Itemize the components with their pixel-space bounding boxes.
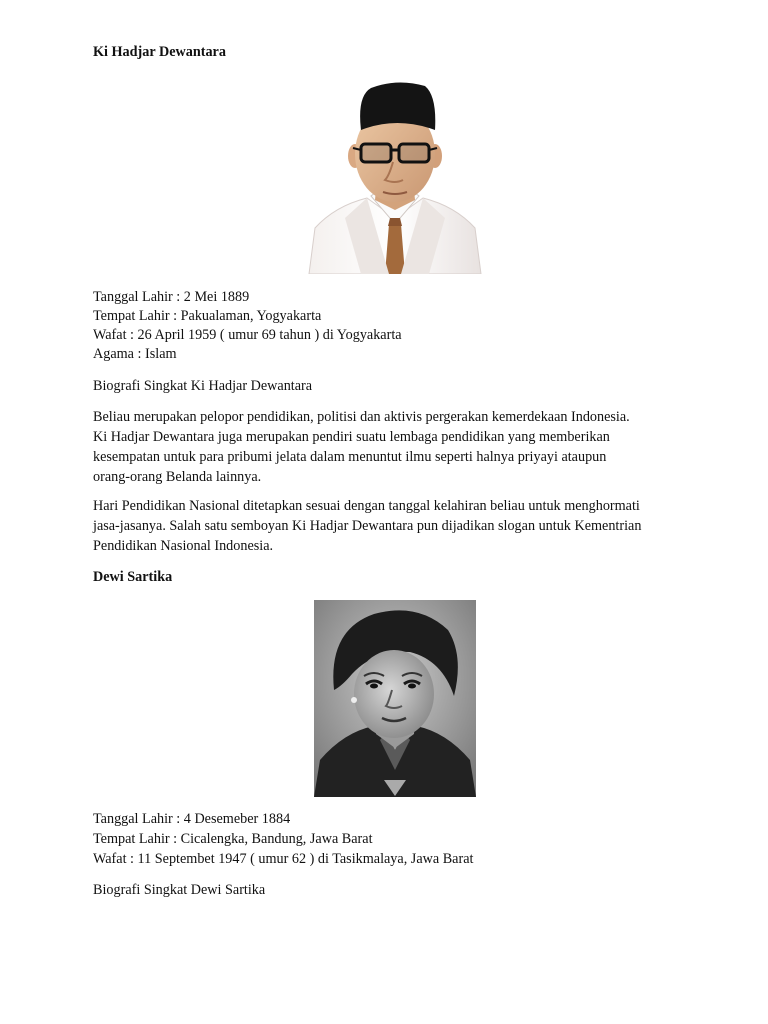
bio-title-dewi-sartika: Biografi Singkat Dewi Sartika bbox=[93, 882, 266, 898]
paragraph-biography-2 bbox=[93, 496, 703, 556]
paragraph-line: orang-orang Belanda lainnya. bbox=[93, 469, 262, 485]
paragraph-line: kesempatan untuk para pribumi jelata dalam menuntut ilmu seperti halnya priyayi ataupun bbox=[93, 449, 607, 465]
bio-title-ki-hadjar: Biografi Singkat Ki Hadjar Dewantara bbox=[93, 378, 313, 394]
paragraph-line: Ki Hadjar Dewantara juga merupakan pendiri suatu lembaga pendidikan yang memberikan bbox=[93, 429, 610, 445]
fact-religion: Agama : Islam bbox=[93, 346, 177, 362]
paragraph-line: jasa-jasanya. Salah satu semboyan Ki Hadjar Dewantara pun dijadikan slogan untuk Kementrian bbox=[93, 518, 642, 534]
paragraph-line: Hari Pendidikan Nasional ditetapkan sesuai dengan tanggal kelahiran beliau untuk menghormati bbox=[93, 498, 640, 514]
fact-birth-place: Tempat Lahir : Pakualaman, Yogyakarta bbox=[93, 308, 322, 324]
fact-birth-date: Tanggal Lahir : 2 Mei 1889 bbox=[93, 289, 250, 305]
heading-ki-hadjar-dewantara: Ki Hadjar Dewantara bbox=[93, 44, 226, 60]
heading-dewi-sartika: Dewi Sartika bbox=[93, 569, 173, 585]
fact-death: Wafat : 26 April 1959 ( umur 69 tahun ) di Yogyakarta bbox=[93, 327, 402, 343]
fact-birth-date: Tanggal Lahir : 4 Desemeber 1884 bbox=[93, 811, 291, 827]
fact-birth-place: Tempat Lahir : Cicalengka, Bandung, Jawa Barat bbox=[93, 831, 373, 847]
portrait-dewi-sartika-image bbox=[314, 600, 476, 797]
paragraph-line: Beliau merupakan pelopor pendidikan, politisi dan aktivis pergerakan kemerdekaan Indonesia. bbox=[93, 409, 630, 425]
fact-death: Wafat : 11 Septembet 1947 ( umur 62 ) di Tasikmalaya, Jawa Barat bbox=[93, 851, 474, 867]
portrait-ki-hadjar-dewantara-image bbox=[305, 78, 483, 274]
paragraph-line: Pendidikan Nasional Indonesia. bbox=[93, 538, 274, 554]
paragraph-biography-1 bbox=[93, 407, 703, 487]
